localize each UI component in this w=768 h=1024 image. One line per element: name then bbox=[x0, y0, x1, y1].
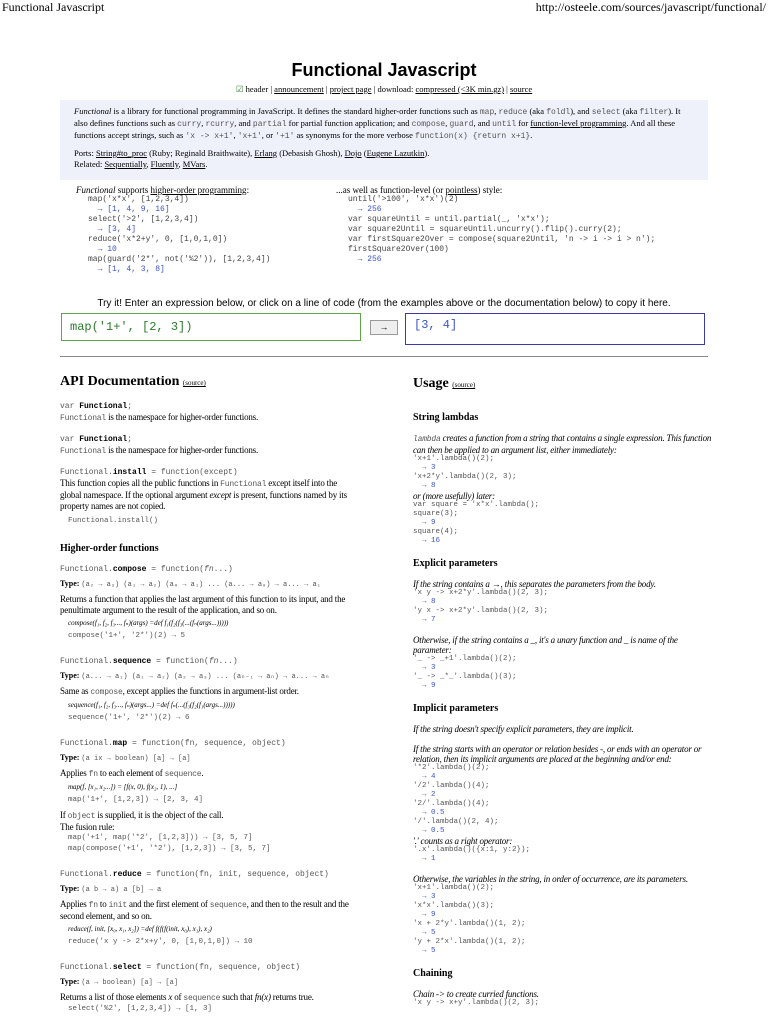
function-name: Functional bbox=[79, 435, 128, 444]
code-output: → 3 bbox=[413, 893, 436, 901]
implicit-params-heading: Implicit parameters bbox=[413, 703, 499, 714]
examples-right-code[interactable] bbox=[332, 195, 712, 265]
emphasis: x bbox=[168, 992, 173, 1002]
api-entries bbox=[60, 401, 360, 527]
code-term: partial bbox=[252, 120, 287, 129]
code-term: Functional bbox=[60, 414, 107, 423]
code-term: select bbox=[591, 108, 621, 117]
text-run: is a library for functional programming in JavaScript. It defines the standard higher-order functions such as bbox=[111, 106, 480, 116]
text-run: This function copies all the public functions in bbox=[60, 478, 221, 488]
code-line[interactable]: 'y + 2*x'.lambda()(1, 2); bbox=[413, 938, 526, 946]
api-description bbox=[60, 445, 360, 457]
text-run: ...as well as function-level (or bbox=[336, 185, 446, 195]
text-run: (aka bbox=[527, 106, 547, 116]
code-output: → 256 bbox=[348, 205, 382, 214]
code-line[interactable]: reduce('x*2+y', 0, [1,0,1,0]) bbox=[88, 235, 228, 244]
dot-example[interactable] bbox=[413, 846, 713, 864]
api-entry bbox=[60, 467, 360, 527]
api-source-link[interactable]: (source) bbox=[182, 379, 206, 387]
explicit-intro: If the string contains a →, this separates the parameters from the body. bbox=[413, 579, 656, 589]
text-run: for partial function application; and bbox=[286, 118, 412, 128]
emphasis: except bbox=[209, 490, 232, 500]
code-output: → 5 bbox=[413, 929, 436, 937]
code-line[interactable]: square(4); bbox=[413, 528, 459, 536]
hof-description bbox=[60, 686, 360, 698]
later-note: or (more usefully) later: bbox=[413, 491, 495, 501]
hof-signature bbox=[60, 564, 360, 575]
code-term: Functional bbox=[220, 480, 267, 489]
api-description bbox=[60, 478, 360, 512]
related-line bbox=[74, 159, 694, 170]
text-run: . bbox=[530, 130, 533, 140]
hof-example[interactable]: map(compose('+1', '*2'), [1,2,3]) → [3, 5, 7] bbox=[68, 845, 271, 853]
text-run: , and bbox=[473, 118, 493, 128]
code-term: function(x) {return x+1} bbox=[415, 132, 531, 141]
function-name: select bbox=[112, 963, 142, 972]
text-run: such that bbox=[220, 992, 255, 1002]
code-term: sequence bbox=[209, 901, 247, 910]
code-output: → 256 bbox=[348, 255, 382, 264]
inline-link[interactable]: Eugene Lazutkin bbox=[366, 148, 425, 158]
code-output: → 1 bbox=[413, 855, 436, 863]
type-signature: (a₂ → a₃) (a₁ → a₂) (a₀ → a₁) ... (a... → a₀) → a... → a₁ bbox=[81, 581, 321, 589]
code-line[interactable]: var square2Until = squareUntil.uncurry().flip().curry(2); bbox=[348, 225, 622, 234]
emphasis: fn(x) bbox=[254, 992, 271, 1002]
inline-link[interactable]: Sequentially bbox=[104, 159, 147, 169]
hof-description bbox=[60, 992, 360, 1004]
code-term: compose bbox=[90, 688, 123, 697]
api-heading bbox=[60, 376, 360, 389]
hof-formula: reduce(f, init, [x₀, x₁, x₂]) =def f(f(f(init, x₀), x₁), x₂) bbox=[68, 925, 212, 933]
explicit-params-heading: Explicit parameters bbox=[413, 558, 498, 569]
code-term: '+1' bbox=[275, 132, 295, 141]
variables-example[interactable] bbox=[413, 884, 713, 956]
code-term: until bbox=[492, 120, 517, 129]
ports-label: Ports: bbox=[74, 148, 94, 158]
hof-description-3 bbox=[60, 822, 360, 833]
code-term: 'x -> x+1' bbox=[185, 132, 234, 141]
result-output: [3, 4] bbox=[405, 313, 705, 345]
hof-description bbox=[60, 768, 360, 780]
section-divider bbox=[60, 356, 708, 357]
code-output: → 4 bbox=[413, 773, 436, 781]
type-label: Type: bbox=[60, 579, 82, 588]
code-output: → 9 bbox=[413, 911, 436, 919]
hof-entry bbox=[60, 962, 360, 1015]
string-lambdas-heading: String lambdas bbox=[413, 412, 479, 423]
api-heading-text: API Documentation bbox=[60, 376, 180, 389]
text-run: (Ruby; Reginald Braithwaite), bbox=[146, 148, 255, 158]
related-links[interactable] bbox=[102, 159, 207, 169]
code-line[interactable]: 'x y -> x+y'.lambda()(2, 3); bbox=[413, 999, 540, 1007]
implicit-intro-2: If the string starts with an operator or relation besides -, or ends with an operator or relation, then its implicit arguments are placed at the beginning and/or end: bbox=[413, 744, 702, 764]
usage-heading bbox=[413, 376, 713, 392]
examples-right-heading bbox=[332, 185, 712, 195]
text-run: except itself into the global namespace. If the optional argument bbox=[60, 478, 338, 500]
text-run: creates a function from a string that contains a single expression. This function can then be applied to an argument list, either immediately: bbox=[413, 433, 712, 455]
code-line[interactable]: 'x+1'.lambda()(2); bbox=[413, 455, 495, 463]
text-run: , or bbox=[261, 130, 276, 140]
code-line[interactable]: select('>2', [1,2,3,4]) bbox=[88, 215, 199, 224]
text-run: for bbox=[516, 118, 531, 128]
hof-entries bbox=[60, 564, 360, 1015]
text-run: = function( bbox=[151, 657, 209, 666]
code-line[interactable]: 'x y -> x+2*y'.lambda()(2, 3); bbox=[413, 589, 549, 597]
text-run: Returns a function that applies the last argument of this function to its input, and the penultimate argument to the result of the application, and so on. bbox=[60, 594, 346, 615]
text-run: : bbox=[246, 185, 250, 195]
code-line[interactable]: '/'.lambda()(2, 4); bbox=[413, 818, 499, 826]
dot-note: '.' counts as a right operator: bbox=[413, 836, 513, 846]
code-line[interactable]: '/2'.lambda()(4); bbox=[413, 782, 490, 790]
code-line[interactable]: 'x + 2*y'.lambda()(1, 2); bbox=[413, 920, 526, 928]
code-line[interactable]: map(guard('2*', not('%2')), [1,2,3,4]) bbox=[88, 255, 271, 264]
text-run: , bbox=[494, 106, 499, 116]
header-toggle-label: header bbox=[245, 84, 269, 94]
code-term: filter bbox=[639, 108, 669, 117]
text-run: ; bbox=[127, 435, 133, 444]
hof-example[interactable]: sequence('1+', '2*')(2) → 6 bbox=[68, 714, 190, 722]
code-line[interactable]: var firstSquare2Over = compose(square2Until, 'n -> i -> i > n'); bbox=[348, 235, 656, 244]
code-term: reduce bbox=[498, 108, 528, 117]
text-run: ; bbox=[127, 402, 133, 411]
text-run: is present, functions named by its property names are not copied. bbox=[60, 490, 347, 511]
usage-section bbox=[413, 376, 713, 1024]
text-run: The fusion rule: bbox=[60, 822, 115, 832]
text-run: = function(fn, init, sequence, object) bbox=[141, 870, 329, 879]
hof-example[interactable]: compose('1+', '2*')(2) → 5 bbox=[68, 632, 186, 640]
text-run: . bbox=[205, 159, 208, 169]
underscore-note: Otherwise, if the string contains a _, it's a unary function and _ is name of the parameter: bbox=[413, 635, 678, 655]
api-signature bbox=[60, 434, 360, 445]
api-signature bbox=[60, 467, 360, 478]
text-run: , bbox=[445, 118, 450, 128]
api-entry bbox=[60, 401, 360, 424]
text-run: supports bbox=[115, 185, 151, 195]
inline-link[interactable]: Fluently bbox=[150, 159, 179, 169]
text-run: and the first element of bbox=[126, 899, 210, 909]
code-line[interactable]: firstSquare2Over(100) bbox=[348, 245, 449, 254]
api-description bbox=[60, 412, 360, 424]
emphasis: fn bbox=[208, 657, 219, 666]
expression-input[interactable] bbox=[61, 313, 361, 341]
text-run: Functional. bbox=[60, 565, 113, 574]
hof-type bbox=[60, 883, 360, 896]
code-output: → 3 bbox=[413, 664, 436, 672]
hof-type bbox=[60, 752, 360, 765]
text-run: = function(except) bbox=[146, 468, 238, 477]
type-label: Type: bbox=[60, 884, 82, 893]
code-term: init bbox=[108, 901, 127, 910]
chaining-example[interactable] bbox=[413, 999, 713, 1008]
type-label: Type: bbox=[60, 753, 82, 762]
text-run: to bbox=[97, 899, 109, 909]
function-level-examples bbox=[332, 185, 712, 265]
code-output: → 8 bbox=[413, 598, 436, 606]
page-title: Functional Javascript bbox=[291, 60, 477, 80]
text-run: as synonyms for the more verbose bbox=[294, 130, 416, 140]
evaluate-button[interactable]: → bbox=[370, 320, 398, 335]
ports-line bbox=[74, 148, 694, 159]
announcement-link[interactable]: announcement bbox=[274, 84, 324, 94]
code-term: lambda bbox=[413, 435, 441, 444]
inline-link[interactable]: pointless bbox=[445, 185, 478, 195]
examples-left-code[interactable] bbox=[76, 195, 376, 275]
lambda-intro bbox=[413, 433, 713, 455]
text-run: ...) bbox=[218, 657, 238, 666]
hof-type bbox=[60, 976, 360, 989]
text-run: Same as bbox=[60, 686, 91, 696]
hof-entry bbox=[60, 869, 360, 948]
text-run: Functional. bbox=[60, 739, 113, 748]
text-run: is the namespace for higher-order functions. bbox=[106, 412, 259, 422]
code-line[interactable]: '.x'.lambda()({x:1, y:2}); bbox=[413, 846, 531, 854]
type-signature: (a... → a₁) (a₁ → a₂) (a₂ → a₃) ... (aₙ₋₁ → aₙ) → a... → aₙ bbox=[81, 673, 330, 681]
hof-description bbox=[60, 899, 360, 922]
underscore-example[interactable] bbox=[413, 655, 713, 691]
api-documentation bbox=[60, 376, 360, 1024]
code-line[interactable]: 'x*x'.lambda()(3); bbox=[413, 902, 495, 910]
hof-example[interactable]: select('%2', [1,2,3,4]) → [1, 3] bbox=[68, 1005, 213, 1013]
code-output: → 0.5 bbox=[413, 827, 445, 835]
inline-link[interactable]: Erlang bbox=[254, 148, 278, 158]
inline-link[interactable]: Dojo bbox=[344, 148, 362, 158]
text-run: is the namespace for higher-order functions. bbox=[106, 445, 259, 455]
hof-heading: Higher-order functions bbox=[60, 543, 159, 554]
function-name: compose bbox=[112, 565, 147, 574]
emphasis: fn bbox=[204, 565, 214, 574]
emphasis: Functional bbox=[76, 185, 116, 195]
code-term: sequence bbox=[183, 994, 221, 1003]
text-run: , and bbox=[234, 118, 253, 128]
page-header-url: http://osteele.com/sources/javascript/functional/ bbox=[535, 0, 766, 14]
code-output: → 0.5 bbox=[413, 809, 445, 817]
text-run: ). It also defines functions such as bbox=[74, 106, 681, 128]
inline-link[interactable]: higher-order programming bbox=[150, 185, 247, 195]
download-label: download: bbox=[377, 84, 414, 94]
text-run: Functional. bbox=[60, 468, 113, 477]
code-term: guard bbox=[449, 120, 474, 129]
type-label: Type: bbox=[60, 671, 82, 680]
code-output: → [1, 4, 3, 8] bbox=[88, 265, 165, 274]
api-entry bbox=[60, 434, 360, 457]
code-term: object bbox=[67, 812, 96, 821]
text-run: = function(fn, sequence, object) bbox=[127, 739, 286, 748]
text-run: , and then to the result and the second element, and so on. bbox=[60, 899, 349, 921]
text-run: . And all these functions accept strings, such as bbox=[74, 118, 676, 140]
code-term: curry bbox=[177, 120, 202, 129]
hof-description bbox=[60, 594, 360, 616]
function-name: Functional bbox=[79, 402, 128, 411]
chaining-heading: Chaining bbox=[413, 968, 453, 979]
project-page-link[interactable]: project page bbox=[329, 84, 372, 94]
hof-signature bbox=[60, 738, 360, 749]
text-run: returns true. bbox=[270, 992, 314, 1002]
text-run: var bbox=[60, 402, 80, 411]
code-output: → [1, 4, 9, 16] bbox=[88, 205, 170, 214]
related-label: Related: bbox=[74, 159, 103, 169]
code-term: map bbox=[479, 108, 495, 117]
hof-example[interactable]: reduce('x y -> 2*x+y', 0, [1,0,1,0]) → 10 bbox=[68, 938, 253, 946]
header-toggle-checkbox[interactable]: ☑ bbox=[235, 84, 244, 94]
browser-header bbox=[2, 0, 766, 14]
text-run: Applies bbox=[60, 899, 89, 909]
function-name: reduce bbox=[112, 870, 142, 879]
text-run: Applies bbox=[60, 768, 89, 778]
api-signature bbox=[60, 401, 360, 412]
text-run: ) style: bbox=[477, 185, 503, 195]
text-run: ), and bbox=[570, 106, 592, 116]
code-term: compose bbox=[411, 120, 446, 129]
text-run: . bbox=[201, 768, 204, 778]
code-line[interactable]: square(3); bbox=[413, 510, 459, 518]
type-signature: (a → boolean) [a] → [a] bbox=[81, 979, 179, 987]
hof-example[interactable]: map('+1', map('*2', [1,2,3])) → [3, 5, 7] bbox=[68, 834, 253, 842]
text-run: Returns a list of those elements bbox=[60, 992, 169, 1002]
code-term: foldl bbox=[546, 108, 571, 117]
code-output: → 5 bbox=[413, 947, 436, 955]
api-example[interactable]: Functional.install() bbox=[68, 517, 159, 525]
code-line[interactable]: 'y x -> x+2*y'.lambda()(2, 3); bbox=[413, 607, 549, 615]
text-run: , bbox=[201, 118, 206, 128]
compressed-download-link[interactable]: compressed (<3K min.gz) bbox=[415, 84, 505, 94]
type-signature: (a b → a) a [b] → a bbox=[81, 886, 162, 894]
code-output: → 10 bbox=[88, 245, 117, 254]
higher-order-examples bbox=[76, 185, 376, 275]
text-run: ). bbox=[424, 148, 430, 158]
hof-formula: map(f, [x₁, x₂...]) = [f(x, 0), f(x₂, 1), ...] bbox=[68, 783, 178, 791]
text-run: , except applies the functions in argument-list order. bbox=[122, 686, 299, 696]
code-term: rcurry bbox=[205, 120, 235, 129]
code-term: Functional bbox=[60, 447, 107, 456]
operator-example[interactable] bbox=[413, 764, 713, 836]
text-run: Functional. bbox=[60, 870, 113, 879]
text-run: to each element of bbox=[97, 768, 165, 778]
code-line[interactable]: until('>100', 'x*x')(2) bbox=[348, 195, 459, 204]
code-line[interactable]: var square = 'x*x'.lambda(); bbox=[413, 501, 540, 509]
variables-note: Otherwise, the variables in the string, in order of occurrence, are its parameters. bbox=[413, 874, 688, 884]
hof-signature bbox=[60, 869, 360, 880]
code-line[interactable]: var squareUntil = until.partial(_, 'x*x'); bbox=[348, 215, 550, 224]
type-signature: (a ix → boolean) [a] → [a] bbox=[81, 755, 191, 763]
nav-links: ☑ header | announcement | project page | download: compressed (<3K min.gz) | source bbox=[235, 84, 533, 94]
function-name: install bbox=[112, 468, 147, 477]
hof-formula: sequence(f₁, f₂, f₃..., fₙ)(args...) =def fₙ(...(f₃(f₂(f₁(args...))))) bbox=[68, 701, 235, 709]
examples-left-heading bbox=[76, 185, 376, 195]
hof-signature bbox=[60, 656, 360, 667]
hof-example[interactable]: map('1+', [1,2,3]) → [2, 3, 4] bbox=[68, 796, 204, 804]
function-name: map bbox=[112, 739, 128, 748]
implicit-intro: If the string doesn't specify explicit parameters, they are implicit. bbox=[413, 724, 634, 734]
lambda-example-1[interactable] bbox=[413, 455, 713, 491]
usage-source-link[interactable]: (source) bbox=[452, 381, 476, 389]
code-line[interactable]: 'x+1'.lambda()(2); bbox=[413, 884, 495, 892]
inline-link[interactable]: MVars bbox=[182, 159, 206, 169]
code-line[interactable]: 'x+2*y'.lambda()(2, 3); bbox=[413, 473, 517, 481]
hof-entry bbox=[60, 564, 360, 642]
ports-links[interactable] bbox=[94, 148, 430, 158]
text-run: = function(fn, sequence, object) bbox=[141, 963, 301, 972]
code-output: → 8 bbox=[413, 482, 436, 490]
function-name: sequence bbox=[112, 657, 152, 666]
text-run: is supplied, it is the object of the call. bbox=[95, 810, 224, 820]
text-run: ( bbox=[361, 148, 367, 158]
usage-heading-text: Usage bbox=[413, 376, 449, 391]
hof-type bbox=[60, 578, 360, 591]
text-run: = function( bbox=[146, 565, 205, 574]
text-run: , bbox=[146, 159, 151, 169]
code-output: → 16 bbox=[413, 537, 441, 545]
code-term: sequence bbox=[164, 770, 202, 779]
hof-entry bbox=[60, 656, 360, 724]
page-header-title: Functional Javascript bbox=[2, 0, 105, 14]
text-run: Functional. bbox=[60, 657, 113, 666]
lambda-example-2[interactable] bbox=[413, 501, 713, 546]
text-run: of bbox=[172, 992, 184, 1002]
source-link[interactable]: source bbox=[510, 84, 533, 94]
code-output: → 3 bbox=[413, 464, 436, 472]
hof-signature bbox=[60, 962, 360, 973]
text-run: , bbox=[178, 159, 183, 169]
code-output: → 9 bbox=[413, 519, 436, 527]
emphasis: Functional bbox=[74, 106, 112, 116]
explicit-example[interactable] bbox=[413, 589, 713, 625]
intro-paragraph bbox=[74, 106, 694, 142]
code-term: fn bbox=[88, 901, 98, 910]
hof-description-2 bbox=[60, 810, 360, 822]
hof-formula: compose(f₁, f₂, f₃..., fₙ)(args) =def f₁(f₂(f₃(...(fₙ(args...))))) bbox=[68, 619, 229, 627]
code-output: → 7 bbox=[413, 616, 436, 624]
inline-link[interactable]: String#to_proc bbox=[95, 148, 147, 158]
type-label: Type: bbox=[60, 977, 82, 986]
text-run: (Debasish Ghosh), bbox=[277, 148, 345, 158]
code-line[interactable]: '2/'.lambda()(4); bbox=[413, 800, 490, 808]
code-line[interactable]: '_ -> _+1'.lambda()(2); bbox=[413, 655, 517, 663]
text-run: If bbox=[60, 810, 68, 820]
code-output: → 2 bbox=[413, 791, 436, 799]
text-run: (aka bbox=[620, 106, 640, 116]
text-run: Functional. bbox=[60, 963, 113, 972]
code-output: → 9 bbox=[413, 682, 436, 690]
code-line[interactable]: map('x*x', [1,2,3,4]) bbox=[88, 195, 189, 204]
code-line[interactable]: '*2'.lambda()(2); bbox=[413, 764, 490, 772]
chaining-intro: Chain -> to create curried functions. bbox=[413, 989, 539, 999]
code-term: 'x+1' bbox=[237, 132, 262, 141]
hof-type bbox=[60, 670, 360, 683]
tryit-prompt: Try it! Enter an expression below, or click on a line of code (from the examples above or the documentation below) to copy it here. bbox=[97, 298, 671, 309]
intro-box bbox=[60, 100, 708, 180]
code-line[interactable]: '_ -> _*_'.lambda()(3); bbox=[413, 673, 517, 681]
code-output: → [3, 4] bbox=[88, 225, 137, 234]
inline-link[interactable]: function-level programming bbox=[530, 118, 627, 128]
code-term: fn bbox=[88, 770, 98, 779]
text-run: ...) bbox=[213, 565, 233, 574]
hof-entry bbox=[60, 738, 360, 855]
text-run: var bbox=[60, 435, 80, 444]
text-run: , bbox=[233, 130, 238, 140]
